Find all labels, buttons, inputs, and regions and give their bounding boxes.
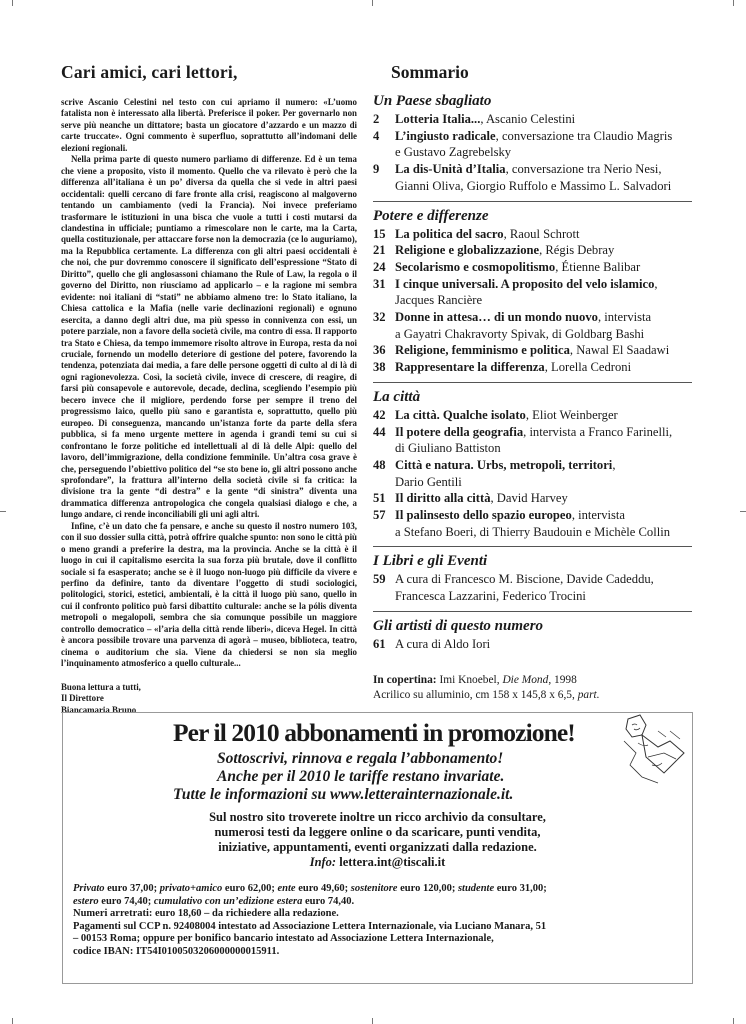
payment-iban: codice IBAN: IT54I0100503206000000015911.	[73, 945, 280, 957]
page-number: 42	[373, 407, 386, 422]
entry-title: Religione, femminismo e politica	[395, 343, 570, 358]
section-title: Potere e differenze	[373, 207, 489, 224]
entry-continuation: Jacques Rancière	[395, 293, 483, 308]
price-value: euro 120,00;	[397, 883, 458, 894]
section-divider	[373, 201, 692, 202]
entry-author: , Nawal El Saadawi	[569, 343, 670, 358]
entry-continuation: Francesca Lazzarini, Federico Trocini	[395, 589, 586, 604]
entry-author: , intervista	[597, 310, 652, 325]
price-value: euro 31,00;	[494, 883, 547, 894]
sommario-title: Sommario	[391, 62, 469, 82]
entry-author: , Étienne Balibar	[555, 259, 641, 274]
page-number: 51	[373, 491, 386, 506]
section-title: I Libri e gli Eventi	[373, 553, 488, 570]
promo-title: Per il 2010 abbonamenti in promozione!	[173, 718, 575, 747]
entry-author: ,	[612, 457, 616, 472]
crop-mark	[733, 1018, 734, 1024]
price-value: euro 37,00;	[104, 883, 160, 894]
entry-author: , intervista a Franco Farinelli,	[523, 424, 673, 439]
toc-entry[interactable]	[373, 507, 692, 524]
entry-author: , Eliot Weinberger	[525, 407, 618, 422]
toc-entry[interactable]	[373, 424, 692, 441]
toc-entry[interactable]	[373, 111, 692, 128]
crop-mark	[0, 511, 6, 512]
letter-signature	[61, 682, 357, 717]
cover-technique: Acrilico su alluminio, cm 158 x 145,8 x 6,5,	[373, 688, 575, 701]
subscription-promo-box	[62, 712, 693, 984]
page-number: 2	[373, 112, 380, 126]
subscription-prices	[73, 883, 683, 959]
entry-continuation: a Gayatri Chakravorty Spivak, di Goldbarg Bashi	[395, 326, 645, 341]
price-value: euro 74,40.	[302, 895, 355, 907]
entry-author: A cura di Francesco M. Biscione, Davide Cadeddu,	[395, 572, 654, 587]
page-number: 4	[373, 128, 380, 143]
page-number: 57	[373, 508, 386, 523]
price-label: privato+amico	[159, 883, 223, 894]
entry-author: A cura di Aldo Iori	[395, 636, 491, 651]
signature-role: Il Direttore	[61, 693, 104, 704]
entry-author: , conversazione tra Claudio Magris	[495, 128, 673, 143]
price-label: studente	[457, 883, 495, 894]
promo-body	[63, 810, 692, 870]
entry-title: La politica del sacro	[395, 226, 504, 241]
promo-body-line: numerosi testi da leggere online o da scaricare, punti vendita,	[214, 825, 541, 839]
section-divider	[373, 611, 692, 612]
entry-continuation: Dario Gentili	[395, 474, 462, 489]
entry-title: Secolarismo e cosmopolitismo	[395, 259, 556, 274]
entry-title: Il diritto alla città	[395, 491, 491, 506]
cover-label: In copertina:	[373, 674, 437, 686]
letter-closing: Buona lettura a tutti,	[61, 681, 141, 692]
signature-name: Biancamaria Bruno	[61, 704, 137, 715]
toc-entry[interactable]	[373, 407, 692, 424]
cover-credit	[373, 673, 703, 702]
prices-line	[73, 883, 683, 896]
page-number: 31	[373, 276, 386, 291]
entry-title: Religione e globalizzazione	[395, 243, 540, 258]
toc-entry[interactable]	[373, 359, 692, 376]
letter-title: Cari amici, cari lettori,	[61, 62, 238, 82]
payment-info: – 00153 Roma; oppure per bonifico bancario intestato ad Associazione Lettera Internazionale,	[73, 933, 494, 945]
toc-entry[interactable]	[373, 490, 692, 507]
toc-entry[interactable]	[373, 309, 692, 326]
price-label: cumulativo con un’edizione estera	[153, 895, 303, 907]
promo-body-line: iniziative, appuntamenti, eventi organizzati dalla redazione.	[218, 840, 537, 854]
entry-author: , Ascanio Celestini	[480, 112, 576, 126]
crop-mark	[12, 0, 13, 6]
entry-title: Il palinsesto dello spazio europeo	[395, 508, 572, 523]
crop-mark	[372, 1018, 373, 1024]
promo-subtitle: Anche per il 2010 le tariffe restano invariate.	[217, 768, 505, 785]
cover-part: part.	[577, 688, 600, 701]
toc-entry[interactable]	[373, 128, 692, 145]
entry-continuation: a Stefano Boeri, di Thierry Baudouin e Michèle Collin	[395, 524, 671, 539]
toc-entry[interactable]	[373, 226, 692, 243]
section-title: La città	[373, 388, 421, 405]
page-number: 15	[373, 226, 386, 241]
page-number: 36	[373, 343, 386, 358]
crop-mark	[733, 0, 734, 6]
page-number: 24	[373, 259, 386, 274]
entry-title: La città. Qualche isolato	[395, 407, 526, 422]
info-label: Info:	[309, 855, 337, 869]
toc-entry[interactable]	[373, 636, 692, 653]
prices-line	[73, 896, 683, 909]
cover-year: , 1998	[548, 674, 577, 686]
price-value: euro 62,00;	[222, 883, 278, 894]
entry-continuation: di Giuliano Battiston	[395, 441, 501, 456]
toc-entry[interactable]	[373, 457, 692, 474]
section-title: Gli artisti di questo numero	[373, 617, 544, 634]
page-number: 9	[373, 162, 380, 177]
info-email[interactable]: lettera.int@tiscali.it	[339, 855, 446, 869]
price-label: estero	[73, 895, 99, 907]
page-number: 32	[373, 310, 386, 325]
price-value: euro 49,60;	[295, 883, 351, 894]
entry-title: Lotteria Italia...	[395, 112, 481, 126]
entry-author: , intervista	[571, 508, 625, 523]
toc-entry[interactable]	[373, 276, 692, 293]
section-title: Un Paese sbagliato	[373, 93, 492, 109]
page-number: 61	[373, 636, 386, 651]
page-number: 38	[373, 360, 386, 375]
entry-title: Città e natura. Urbs, metropoli, territori	[395, 457, 613, 472]
section-divider	[373, 382, 692, 383]
price-label: sostenitore	[350, 883, 398, 894]
price-label: Privato	[73, 883, 105, 894]
section-divider	[373, 546, 692, 547]
page-number: 48	[373, 457, 386, 472]
sketch-illustration	[618, 713, 690, 787]
toc-entry[interactable]	[373, 571, 692, 588]
payment-info: Pagamenti sul CCP n. 92408004 intestato ad Associazione Lettera Internazionale, via Luciano Manara, 51	[73, 920, 547, 932]
crop-mark	[740, 511, 746, 512]
sommario	[373, 62, 692, 653]
price-value: euro 74,40;	[98, 895, 154, 907]
crop-mark	[372, 0, 373, 6]
toc-entry[interactable]	[373, 161, 692, 178]
cover-artwork: Die Mond	[502, 674, 549, 686]
toc-entry[interactable]	[373, 342, 692, 359]
promo-body-line: Sul nostro sito troverete inoltre un ricco archivio da consultare,	[209, 810, 546, 824]
entry-title: Rappresentare la differenza	[395, 360, 545, 375]
entry-author: , David Harvey	[490, 491, 568, 506]
toc-entry[interactable]	[373, 242, 692, 259]
entry-author: , Lorella Cedroni	[544, 360, 632, 375]
page-number: 21	[373, 243, 386, 258]
cover-artist: Imi Knoebel,	[439, 674, 500, 686]
page-number: 59	[373, 572, 386, 587]
price-label: ente	[277, 883, 296, 894]
entry-author: , Raoul Schrott	[503, 226, 580, 241]
entry-author: ,	[654, 276, 658, 291]
toc-entry[interactable]	[373, 259, 692, 276]
sommario-sections	[373, 92, 692, 653]
letter-paragraph: scrive Ascanio Celestini nel testo con cui apriamo il numero: «L’uomo fatalista non è interessato alla libertà. Preferisce il poker. Per governarlo non serve più neanche un dittatore; basta un giocatore d’azzardo e un mazzo di carte truccate». Ogni commento è superfluo, soprattutto all’indomani delle elezioni regionali.	[61, 97, 357, 153]
entry-title: La dis-Unità d’Italia	[395, 162, 506, 177]
entry-continuation: e Gustavo Zagrebelsky	[395, 145, 512, 160]
crop-mark	[12, 1018, 13, 1024]
entry-continuation: Gianni Oliva, Giorgio Ruffolo e Massimo L. Salvadori	[395, 178, 672, 193]
letter-paragraph: Infine, c’è un dato che fa pensare, e anche su questo il nostro numero 103, con il suo dossier sulla città, potrà offrire qualche spunto: non sono le città più o meno grandi a preferire la destra, ma la provincia. Anche se la città è il luogo in cui il capitalismo esercita la sua forza più brutale, dove il conflitto sociale si fa esasperato; anche se è il luogo non-luogo più difficile da vivere e perfino da definire, tanto da diventare l’oggetto di studi sociologici, politologici, storici, estetici, ambientali, è la città il luogo più sano, quello in cui il confronto politico può farsi dibattito culturale: anche se la pólis diventa metropoli o megalopoli, sembra che sia comunque possibile un maggiore controllo democratico – «l’aria della città rende liberi», diceva Hegel. In città è ancora possibile trovare una parvenza di agorà – museo, biblioteca, teatro, cinema o auditorium che sia. Viene da chiedersi se non sia meglio l’inquinamento atmosferico a quello culturale...	[61, 520, 357, 669]
page-number: 44	[373, 424, 386, 439]
entry-author: , conversazione tra Nerio Nesi,	[505, 162, 662, 177]
promo-subtitle: Tutte le informazioni su www.letterainternazionale.it.	[173, 786, 514, 803]
editorial-letter	[61, 62, 357, 716]
promo-subtitle: Sottoscrivi, rinnova e regala l’abbonamento!	[217, 750, 504, 767]
letter-paragraph: Nella prima parte di questo numero parliamo di differenze. Ed è un tema che viene a proposito, visto il momento. Quello che va rilevato è però che la differenza all’italiana è un po’ diversa da quella che si vede in altri paesi occidentali: quelli cercano di fare fronte alla crisi, reagiscono al malgoverno tentando un cambiamento (vedi la Francia). Noi invece preferiamo trasformare le istituzioni in una bisca che vuole a tutti i costi mutarsi da clandestina in ufficiale; puntiamo a rimescolare non le carte, ma la Carta, quella costituzionale, per attaccare forse non la democrazia (ce lo auguriamo), ma la Repubblica certamente. La differenza con gli altri paesi occidentali è che noi, che pur dovremmo conoscere il significato dell’espressione “Stato di Diritto”, quello che gli anglosassoni chiamano the Rule of Law, la regola o il governo del Diritto, non riusciamo ad applicarlo – e la ragione mi sembra evidente: noi italiani di “stati” ne abbiamo almeno tre: lo Stato italiano, la Chiesa cattolica e la Mafia (nelle varie declinazioni regionali) e ognuno esercita, a danno degli altri due, ma più spesso in connivenza con essi, un potere parziale, non a favore della società civile, ma contro di essa. Il rapporto tra Stato e Chiesa, da tempo immemore risolto altrove in Europa, resta da noi cruciale, fornendo un modello deteriore di gestione del potere, favorendo la tendenza, potenziata dai media, a fare delle persone oggetti di culto al di là di ogni ragionevolezza. Così, la società civile, invece di crescere, di reagire, di farsi più consapevole e autorevole, decade, declina, scegliendo l’esempio più becero invece che il migliore, perdendo forse per sempre il treno del progressismo laico, quello più sano e garantista e, soprattutto, quello più europeo. Di conseguenza, mancando un’istanza forte da parte della sfera pubblica, si fa meno urgente mettere in agenda i grandi temi su cui si confrontano le forze politiche ed intellettuali al di là delle Alpi: quello del lavoro, dell’immigrazione, della condizione femminile. Un’altra cosa grave è che, perseguendo l’obiettivo politico del “se sto bene io, gli altri possono anche sprofondare”, la frattura all’interno della società civile si fa critica: la divisione tra la gente “di destra” e la gente “di sinistra” diventa una drammatica differenza antropologica che congela qualsiasi dialogo e che, a lungo andare, ci rende inconciliabili gli uni agli altri.	[61, 154, 357, 520]
entry-title: I cinque universali. A proposito del velo islamico	[395, 276, 655, 291]
entry-title: Donne in attesa… di un mondo nuovo	[395, 310, 598, 325]
arretrati: Numeri arretrati: euro 18,60 – da richiedere alla redazione.	[73, 908, 339, 920]
entry-author: , Régis Debray	[539, 243, 615, 258]
entry-title: L’ingiusto radicale	[395, 128, 496, 143]
entry-title: Il potere della geografia	[395, 424, 524, 439]
